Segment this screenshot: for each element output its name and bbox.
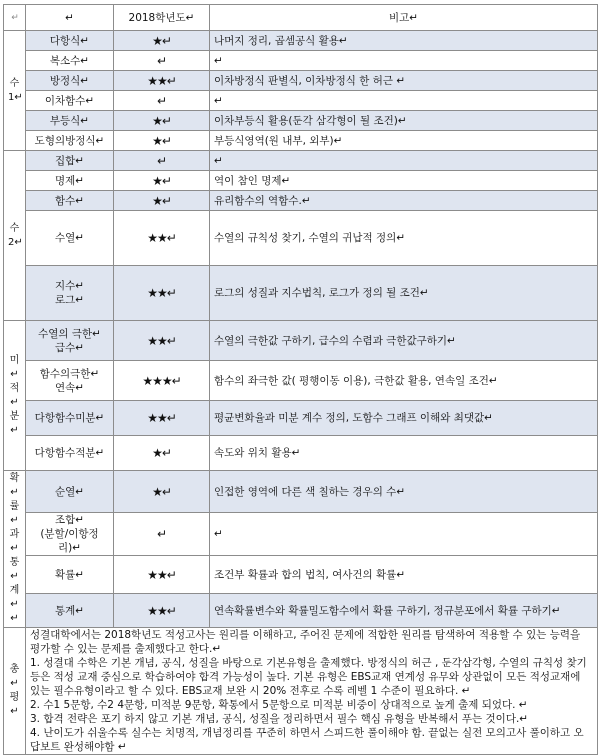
note-cell: 속도와 위치 활용↵ <box>210 436 598 471</box>
table-row <box>4 111 598 131</box>
note-cell: 나머지 정리, 곱셈공식 활용↵ <box>210 31 598 51</box>
star-rating: ★★↵ <box>114 71 210 91</box>
table-row <box>4 131 598 151</box>
note-cell: 수열의 규칙성 찾기, 수열의 귀납적 정의↵ <box>210 211 598 266</box>
note-cell: 인접한 영역에 다른 색 칠하는 경우의 수↵ <box>210 471 598 513</box>
summary-paragraph: 3. 합격 전략은 포기 하지 않고 기본 개념, 공식, 성질을 정리하면서 필수 핵심 유형을 반복해서 푸는 것이다.↵ <box>30 713 529 725</box>
subject-cell: 다항식↵ <box>26 31 114 51</box>
summary-cell <box>26 628 598 755</box>
star-rating: ↵ <box>114 91 210 111</box>
note-cell: ↵ <box>210 513 598 556</box>
note-cell: 부등식영역(원 내부, 외부)↵ <box>210 131 598 151</box>
note-cell: ↵ <box>210 151 598 171</box>
summary-label: 총↵ 평↵ <box>4 628 26 755</box>
star-rating: ★★★↵ <box>114 361 210 401</box>
note-cell: 역이 참인 명제↵ <box>210 171 598 191</box>
table-row <box>4 513 598 556</box>
subject-cell: 방정식↵ <box>26 71 114 91</box>
note-cell: 평균변화율과 미분 계수 정의, 도함수 그래프 이해와 최댓값↵ <box>210 401 598 436</box>
area-label: 미↵ 적↵ 분↵ <box>4 321 26 471</box>
note-cell: 조건부 확률과 합의 법칙, 여사건의 확률↵ <box>210 556 598 594</box>
table-row <box>4 171 598 191</box>
star-rating: ★★↵ <box>114 266 210 321</box>
subject-cell: 복소수↵ <box>26 51 114 71</box>
star-rating: ↵ <box>114 51 210 71</box>
table-row <box>4 594 598 628</box>
subject-cell: 통계↵ <box>26 594 114 628</box>
table-body <box>4 5 598 755</box>
subject-cell: 집합↵ <box>26 151 114 171</box>
analysis-document <box>3 4 597 755</box>
table-row <box>4 471 598 513</box>
subject-cell: 수열↵ <box>26 211 114 266</box>
table-row <box>4 401 598 436</box>
table-row <box>4 361 598 401</box>
table-row <box>4 191 598 211</box>
table-row <box>4 151 598 171</box>
subject-cell: 다항함수미분↵ <box>26 401 114 436</box>
subject-cell: 함수↵ <box>26 191 114 211</box>
table-row <box>4 321 598 361</box>
star-rating: ★↵ <box>114 171 210 191</box>
star-rating: ★★↵ <box>114 556 210 594</box>
note-cell: 로그의 성질과 지수법칙, 로그가 정의 될 조건↵ <box>210 266 598 321</box>
note-cell: 이차방정식 판별식, 이차방정식 한 허근 ↵ <box>210 71 598 91</box>
table-row <box>4 71 598 91</box>
subject-cell: 조합↵ (분할/이항정리)↵ <box>26 513 114 556</box>
table-row <box>4 436 598 471</box>
exam-analysis-table <box>3 4 598 755</box>
star-rating: ↵ <box>114 151 210 171</box>
subject-cell: 명제↵ <box>26 171 114 191</box>
subject-cell: 순열↵ <box>26 471 114 513</box>
summary-paragraph: 2. 수1 5문항, 수2 4문항, 미적분 9문항, 확통에서 5문항으로 미적분 비중이 상대적으로 높게 출제 되었다. ↵ <box>30 699 528 711</box>
subject-cell: 도형의방정식↵ <box>26 131 114 151</box>
star-rating: ★↵ <box>114 111 210 131</box>
subject-cell: 이차함수↵ <box>26 91 114 111</box>
note-cell: 유리함수의 역함수.↵ <box>210 191 598 211</box>
table-row <box>4 91 598 111</box>
star-rating: ↵ <box>114 513 210 556</box>
table-row <box>4 51 598 71</box>
area-label: 수2↵ <box>4 151 26 321</box>
star-rating: ★↵ <box>114 131 210 151</box>
header-area-cell <box>4 5 26 31</box>
star-rating: ★↵ <box>114 436 210 471</box>
table-row <box>4 556 598 594</box>
summary-paragraph: 4. 난이도가 쉬울수록 실수는 치명적, 개념정리를 꾸준히 하면서 스피드한 풀이해야 함. 끝없는 실전 모의고사 풀이하고 오답보트 완성해야함 ↵ <box>30 727 584 753</box>
table-row <box>4 211 598 266</box>
subject-cell: 부등식↵ <box>26 111 114 131</box>
subject-cell: 수열의 극한↵ 급수↵ <box>26 321 114 361</box>
area-label: 확↵ 률↵ 과↵ 통↵ 계↵ ↵ <box>4 471 26 628</box>
star-rating: ★↵ <box>114 31 210 51</box>
header-year-cell: 2018학년도↵ <box>114 5 210 31</box>
header-mark: ↵ <box>11 13 19 23</box>
star-rating: ★★↵ <box>114 401 210 436</box>
table-row <box>4 31 598 51</box>
star-rating: ★★↵ <box>114 594 210 628</box>
note-cell: ↵ <box>210 51 598 71</box>
area-label: 수1↵ <box>4 31 26 151</box>
header-subject-cell: ↵ <box>26 5 114 31</box>
summary-paragraph: 1. 성결대 수학은 기본 개념, 공식, 성질을 바탕으로 기본유형을 출제했다. 방정식의 허근 , 둔각삼각형, 수열의 규칙성 찾기 등은 적성 교재 중심으로 학습하여야 합격 가능성이 높다. 기본 유형은 EBS교재 연계성 유무와 상관없이 모든 적성교재에 있는 필수유형이라고 할 수 있다. EBS교재 보완 시 20% 전후로 수록 레벨 1 수준이 필요하다. ↵ <box>30 657 587 697</box>
table-row <box>4 266 598 321</box>
note-cell: 연속확률변수와 확률밀도함수에서 확률 구하기, 정규분포에서 확률 구하기↵ <box>210 594 598 628</box>
summary-paragraph: 성결대학에서는 2018학년도 적성고사는 원리를 이해하고, 주어진 문제에 적합한 원리를 탐색하여 적용할 수 있는 능력을 평가할 수 있는 문제를 출제했다고 한다.↵ <box>30 629 581 655</box>
subject-cell: 함수의극한↵ 연속↵ <box>26 361 114 401</box>
subject-cell: 지수↵ 로그↵ <box>26 266 114 321</box>
header-row <box>4 5 598 31</box>
star-rating: ★★↵ <box>114 211 210 266</box>
summary-row <box>4 628 598 755</box>
star-rating: ★↵ <box>114 471 210 513</box>
subject-cell: 확률↵ <box>26 556 114 594</box>
star-rating: ★↵ <box>114 191 210 211</box>
header-note-cell: 비고↵ <box>210 5 598 31</box>
subject-cell: 다항함수적분↵ <box>26 436 114 471</box>
note-cell: 함수의 좌극한 값( 평행이동 이용), 극한값 활용, 연속일 조건↵ <box>210 361 598 401</box>
star-rating: ★★↵ <box>114 321 210 361</box>
note-cell: 이차부등식 활용(둔각 삼각형이 될 조건)↵ <box>210 111 598 131</box>
note-cell: 수열의 극한값 구하기, 급수의 수렴과 극한값구하기↵ <box>210 321 598 361</box>
note-cell: ↵ <box>210 91 598 111</box>
